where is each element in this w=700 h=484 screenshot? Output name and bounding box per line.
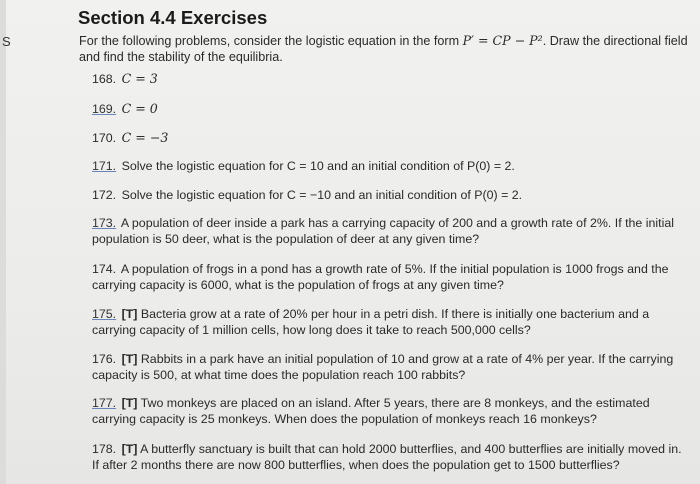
exercise-176 bbox=[92, 351, 682, 383]
exercise-number: 172. bbox=[92, 188, 117, 202]
exercise-text: Solve the logistic equation for C = 10 and an initial condition of P(0) = 2. bbox=[121, 159, 515, 173]
exercise-171 bbox=[92, 158, 682, 174]
exercise-175 bbox=[92, 306, 682, 338]
page-edge bbox=[0, 0, 6, 484]
margin-letter: S bbox=[2, 34, 11, 49]
logistic-equation: P′ = CP − P² bbox=[462, 33, 543, 48]
exercise-tag: [T] bbox=[121, 307, 138, 321]
exercise-number: 174. bbox=[92, 262, 117, 276]
exercise-math: C = 0 bbox=[121, 101, 158, 116]
exercise-tag: [T] bbox=[121, 396, 138, 410]
exercise-number-link[interactable]: 175. bbox=[92, 307, 117, 321]
exercise-text: Two monkeys are placed on an island. After 5 years, there are 8 monkeys, and the estimated carrying capacity is 25 monkeys. When does the population of monkeys reach 16 monkeys? bbox=[92, 396, 650, 426]
exercise-number: 176. bbox=[92, 352, 117, 366]
exercise-text: Bacteria grow at a rate of 20% per hour in a petri dish. If there is initially one bacterium and a carrying capacity of 1 million cells, how long does it take to reach 500,000 cells? bbox=[92, 307, 650, 337]
exercise-tag: [T] bbox=[121, 352, 138, 366]
section-title: Section 4.4 Exercises bbox=[78, 7, 268, 28]
exercise-text: Rabbits in a park have an initial population of 10 and grow at a rate of 4% per year. If the carrying capacity is 500, at what time does the population reach 100 rabbits? bbox=[92, 352, 674, 382]
exercise-168 bbox=[92, 71, 682, 87]
exercise-text: A population of frogs in a pond has a growth rate of 5%. If the initial population is 1000 frogs and the carrying capacity is 6000, what is the population of frogs at any given time? bbox=[92, 262, 669, 292]
exercise-174 bbox=[92, 261, 682, 293]
exercise-178 bbox=[92, 441, 682, 473]
exercise-172 bbox=[92, 187, 682, 203]
exercise-number: 178. bbox=[92, 442, 117, 456]
exercise-text: Solve the logistic equation for C = −10 and an initial condition of P(0) = 2. bbox=[121, 188, 523, 202]
instructions-text-after: . Draw the directional field and find the stability of the equilibria. bbox=[79, 34, 688, 64]
exercise-number: 168. bbox=[92, 72, 117, 86]
exercise-math: C = −3 bbox=[121, 130, 169, 145]
exercise-number-link[interactable]: 177. bbox=[92, 396, 117, 410]
exercise-170 bbox=[92, 130, 682, 146]
exercise-text: A butterfly sanctuary is built that can hold 2000 butterflies, and 400 butterflies are initially moved in. If after 2 months there are now 800 butterflies, when does the population get to 1500 butterflies? bbox=[92, 442, 682, 472]
instructions-text-before: For the following problems, consider the logistic equation in the form bbox=[79, 34, 463, 48]
exercise-number-link[interactable]: 169. bbox=[92, 102, 117, 116]
exercise-number: 170. bbox=[92, 131, 117, 145]
exercise-math: C = 3 bbox=[121, 71, 158, 86]
exercise-177 bbox=[92, 395, 682, 427]
exercise-169 bbox=[92, 101, 682, 117]
exercise-number-link[interactable]: 171. bbox=[92, 159, 117, 173]
exercise-text: A population of deer inside a park has a carrying capacity of 200 and a growth rate of 2%. If the initial population is 50 deer, what is the population of deer at any given time? bbox=[92, 216, 674, 246]
exercise-173 bbox=[92, 215, 682, 247]
instructions bbox=[79, 33, 689, 65]
exercise-tag: [T] bbox=[121, 442, 138, 456]
exercise-number-link[interactable]: 173. bbox=[92, 216, 117, 230]
